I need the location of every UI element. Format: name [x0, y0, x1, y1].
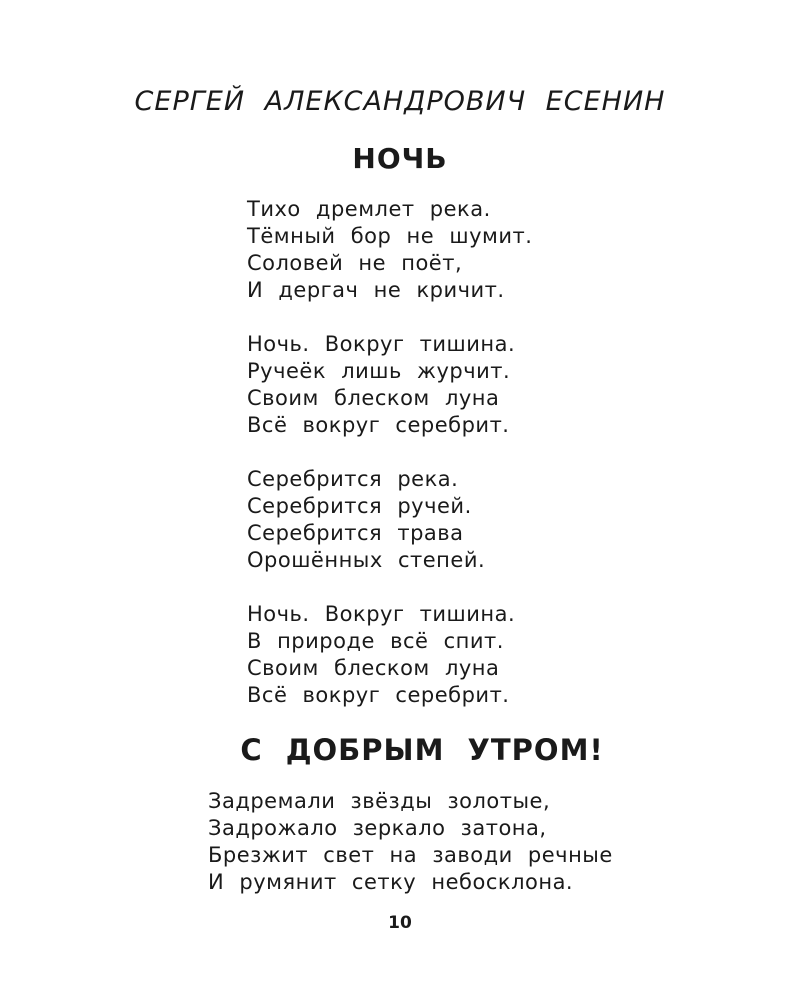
poem-line: Всё вокруг серебрит. [247, 413, 510, 437]
poem-line: Своим блеском луна [247, 656, 500, 680]
poem-line: Ручеёк лишь журчит. [247, 359, 511, 383]
poem-line: И румянит сетку небосклона. [208, 870, 574, 894]
poem-body-s-dobrym-utrom [208, 788, 613, 896]
author-header: СЕРГЕЙ АЛЕКСАНДРОВИЧ ЕСЕНИН [134, 86, 666, 117]
poem-line: Орошённых степей. [247, 548, 486, 572]
poem-line: Соловей не поёт, [247, 251, 463, 275]
stanza [247, 331, 532, 439]
poem-line: Задрожало зеркало затона, [208, 816, 547, 840]
poem-line: В природе всё спит. [247, 629, 504, 653]
poem-line: Тихо дремлет река. [247, 197, 491, 221]
poem-line: Серебрится трава [247, 521, 464, 545]
stanza [247, 466, 532, 574]
poem-title-noch: НОЧЬ [352, 142, 448, 175]
poem-line: Всё вокруг серебрит. [247, 683, 510, 707]
poem-line: Задремали звёзды золотые, [208, 789, 551, 813]
stanza [247, 196, 532, 304]
poem-line: Тёмный бор не шумит. [247, 224, 533, 248]
poem-line: Ночь. Вокруг тишина. [247, 602, 516, 626]
poem-line: Серебрится ручей. [247, 494, 472, 518]
poem-line: Серебрится река. [247, 467, 459, 491]
poem-title-s-dobrym-utrom: С ДОБРЫМ УТРОМ! [240, 733, 604, 767]
poem-line: И дергач не кричит. [247, 278, 505, 302]
poem-body-noch [247, 196, 532, 709]
poem-line: Ночь. Вокруг тишина. [247, 332, 516, 356]
poem-line: Своим блеском луна [247, 386, 500, 410]
poem-line: Брезжит свет на заводи речные [208, 843, 613, 867]
page-number: 10 [388, 913, 412, 933]
stanza [247, 601, 532, 709]
stanza [208, 788, 613, 896]
